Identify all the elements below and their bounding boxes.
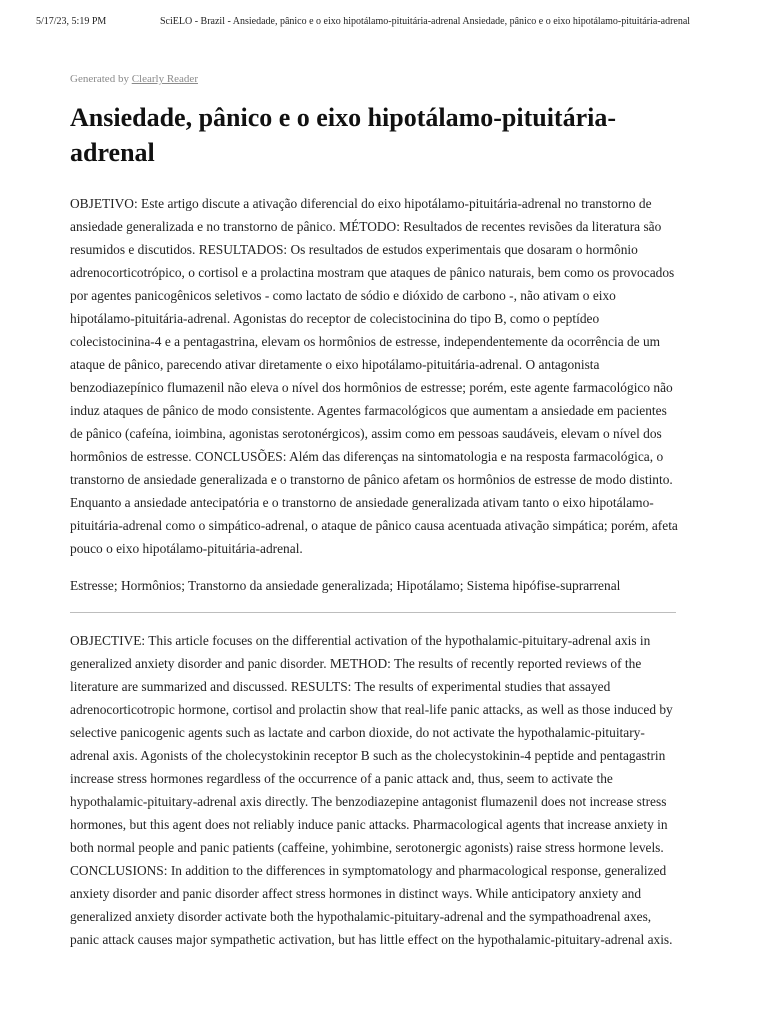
section-divider bbox=[70, 612, 676, 613]
print-page-title: SciELO - Brazil - Ansiedade, pânico e o eixo hipotálamo-pituitária-adrenal Ansiedade, pânico e o eixo hipotálamo-pituitária-adrenal bbox=[160, 16, 691, 27]
print-header bbox=[36, 16, 748, 27]
abstract-portuguese: OBJETIVO: Este artigo discute a ativação diferencial do eixo hipotálamo-pituitária-adrenal no transtorno de ansiedade generalizada e no transtorno de pânico. MÉTODO: Resultados de recentes revisões da literatura são resumidos e discutidos. RESULTADOS: Os resultados de estudos experimentais que dosaram o hormônio adrenocorticotrópico, o cortisol e a prolactina mostram que ataques de pânico naturais, bem como os provocados por agentes panicogênicos seletivos - como lactato de sódio e dióxido de carbono -, não ativam o eixo hipotálamo-pituitária-adrenal. Agonistas do receptor de colecistocinina do tipo B, como o peptídeo colecistocinina-4 e a pentagastrina, elevam os hormônios de estresse, independentemente da ocorrência de um ataque de pânico, parecendo ativar diretamente o eixo hipotálamo-pituitária-adrenal. O antagonista benzodiazepínico flumazenil não eleva o nível dos hormônios de estresse; porém, este agente farmacológico não induz ataques de pânico de modo consistente. Agentes farmacológicos que aumentam a ansiedade em pacientes de pânico (cafeína, ioimbina, agonistas serotonérgicos), assim como em pessoas saudáveis, elevam o nível dos hormônios de estresse. CONCLUSÕES: Além das diferenças na sintomatologia e na resposta farmacológica, o transtorno de ansiedade generalizada e o transtorno de pânico afetam os hormônios de estresse de modo distinto. Enquanto a ansiedade antecipatória e o transtorno de ansiedade generalizada ativam tanto o eixo hipotálamo-pituitária-adrenal como o simpático-adrenal, o ataque de pânico causa acentuada ativação simpática; porém, afeta pouco o eixo hipotálamo-pituitária-adrenal. bbox=[70, 196, 678, 556]
article-title: Ansiedade, pânico e o eixo hipotálamo-pituitária-adrenal bbox=[70, 103, 617, 167]
generated-by-line bbox=[70, 72, 680, 86]
clearly-reader-link[interactable]: Clearly Reader bbox=[131, 73, 198, 85]
print-timestamp: 5/17/23, 5:19 PM bbox=[36, 16, 107, 27]
keywords-portuguese: Estresse; Hormônios; Transtorno da ansiedade generalizada; Hipotálamo; Sistema hipófise-suprarrenal bbox=[70, 578, 621, 593]
article-content bbox=[70, 72, 680, 951]
generated-by-prefix: Generated by bbox=[70, 73, 132, 85]
abstract-english: OBJECTIVE: This article focuses on the differential activation of the hypothalamic-pituitary-adrenal axis in generalized anxiety disorder and panic disorder. METHOD: The results of recently reported reviews of the literature are summarized and discussed. RESULTS: The results of experimental studies that assayed adrenocorticotropic hormone, cortisol and prolactin show that real-life panic attacks, as well as those induced by selective panicogenic agents such as lactate and carbon dioxide, do not activate the hypothalamic-pituitary-adrenal axis. Agonists of the cholecystokinin receptor B such as the cholecystokinin-4 peptide and pentagastrin increase stress hormones regardless of the occurrence of a panic attack and, thus, seem to activate the hypothalamic-pituitary-adrenal axis directly. The benzodiazepine antagonist flumazenil does not increase stress hormones, but this agent does not reliably induce panic attacks. Pharmacological agents that increase anxiety in both normal people and panic patients (caffeine, yohimbine, serotonergic agonists) raise stress hormone levels. CONCLUSIONS: In addition to the differences in symptomatology and pharmacological response, generalized anxiety disorder and panic disorder affect stress hormones in distinct ways. While anticipatory anxiety and generalized anxiety disorder activate both the hypothalamic-pituitary-adrenal and the sympathoadrenal axes, panic attack causes major sympathetic activation, but has little effect on the hypothalamic-pituitary-adrenal axis. bbox=[70, 633, 673, 947]
